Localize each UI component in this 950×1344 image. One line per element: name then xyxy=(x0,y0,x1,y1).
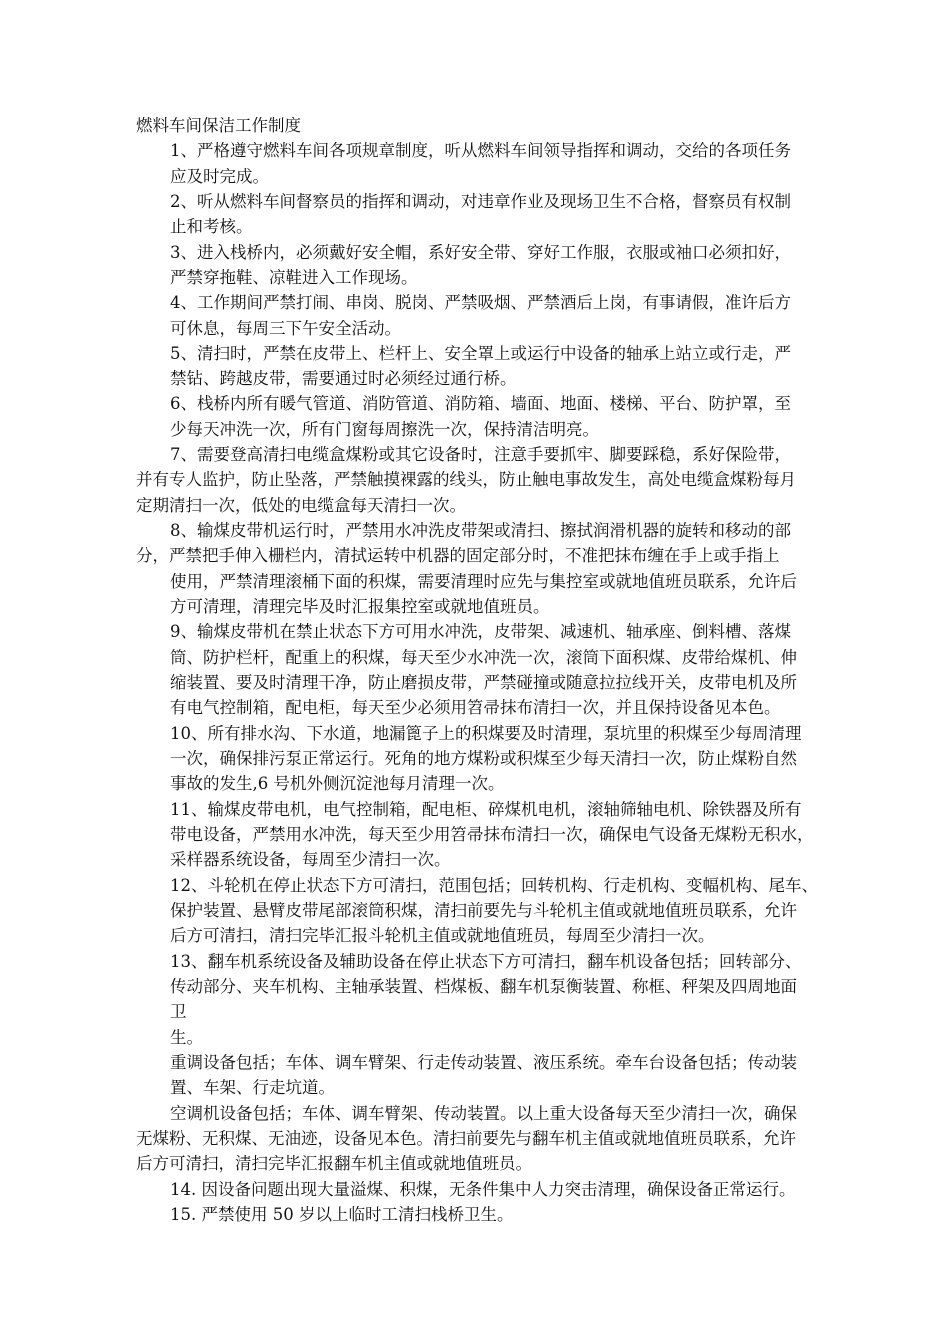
text-line: 无煤粉、无积煤、无油迹，设备见本色。清扫前要先与翻车机主值或就地值班员联系，允许 xyxy=(136,1129,796,1148)
text-line: 4、工作期间严禁打闹、串岗、脱岗、严禁吸烟、严禁酒后上岗，有事请假，准许后方 xyxy=(170,293,791,312)
text-line: 生。 xyxy=(170,1028,203,1047)
text-line: 15. 严禁使用 50 岁以上临时工清扫栈桥卫生。 xyxy=(170,1205,514,1224)
document-title: 燃料车间保洁工作制度 xyxy=(136,116,301,135)
text-line: 应及时完成。 xyxy=(170,167,269,186)
text-line: 重调设备包括；车体、调车臂架、行走传动装置、液压系统。牵车台设备包括；传动装 xyxy=(170,1053,797,1072)
text-line: 9、输煤皮带机在禁止状态下方可用水冲洗，皮带架、减速机、轴承座、倒料槽、落煤 xyxy=(170,622,791,641)
text-line: 后方可清扫，清扫完毕汇报斗轮机主值或就地值班员，每周至少清扫一次。 xyxy=(170,926,715,945)
text-line: 一次，确保排污泵正常运行。死角的地方煤粉或积煤至少每天清扫一次，防止煤粉自然 xyxy=(170,749,797,768)
text-line: 筒、防护栏杆，配重上的积煤，每天至少水冲洗一次，滚筒下面积煤、皮带给煤机、伸 xyxy=(170,648,797,667)
text-line: 定期清扫一次，低处的电缆盒每天清扫一次。 xyxy=(136,496,466,515)
text-line: 方可清理，清理完毕及时汇报集控室或就地值班员。 xyxy=(170,597,550,616)
text-line: 保护装置、悬臂皮带尾部滚筒积煤，清扫前要先与斗轮机主值或就地值班员联系，允许 xyxy=(170,901,797,920)
text-line: 14. 因设备问题出现大量溢煤、积煤，无条件集中人力突击清理，确保设备正常运行。 xyxy=(170,1180,796,1199)
text-line: 5、清扫时，严禁在皮带上、栏杆上、安全罩上或运行中设备的轴承上站立或行走，严 xyxy=(170,344,791,363)
text-line: 事故的发生,6 号机外侧沉淀池每月清理一次。 xyxy=(170,774,505,793)
text-line: 传动部分、夹车机构、主轴承装置、档煤板、翻车机泵衡装置、称框、秤架及四周地面 xyxy=(170,977,797,996)
text-line: 7、需要登高清扫电缆盒煤粉或其它设备时，注意手要抓牢、脚要踩稳，系好保险带， xyxy=(170,445,791,464)
text-line: 禁钻、跨越皮带，需要通过时必须经过通行桥。 xyxy=(170,369,517,388)
text-line: 后方可清扫，清扫完毕汇报翻车机主值或就地值班员。 xyxy=(136,1154,532,1173)
text-line: 11、输煤皮带电机，电气控制箱，配电柜、碎煤机电机，滚轴筛轴电机、除铁器及所有 xyxy=(170,800,802,819)
text-line: 3、进入栈桥内，必须戴好安全帽，系好安全带、穿好工作服，衣服或袖口必须扣好， xyxy=(170,243,791,262)
text-line: 卫 xyxy=(170,1002,187,1021)
text-line: 2、听从燃料车间督察员的指挥和调动，对违章作业及现场卫生不合格，督察员有权制 xyxy=(170,192,791,211)
text-line: 12、斗轮机在停止状态下方可清扫，范围包括；回转机构、行走机构、变幅机构、尾车、 xyxy=(170,876,818,895)
text-line: 空调机设备包括；车体、调车臂架、传动装置。以上重大设备每天至少清扫一次，确保 xyxy=(170,1104,797,1123)
text-line: 严禁穿拖鞋、凉鞋进入工作现场。 xyxy=(170,268,418,287)
text-line: 缩装置、要及时清理干净，防止磨损皮带，严禁碰撞或随意拉拉线开关，皮带电机及所 xyxy=(170,673,797,692)
text-line: 置、车架、行走坑道。 xyxy=(170,1078,335,1097)
text-line: 采样器系统设备，每周至少清扫一次。 xyxy=(170,850,451,869)
text-line: 8、输煤皮带机运行时，严禁用水冲洗皮带架或清扫、擦拭润滑机器的旋转和移动的部 xyxy=(170,521,791,540)
text-line: 可休息，每周三下午安全活动。 xyxy=(170,319,401,338)
text-line: 并有专人监护，防止坠落，严禁触摸裸露的线头，防止触电事故发生，高处电缆盒煤粉每月 xyxy=(136,470,796,489)
text-line: 使用，严禁清理滚桶下面的积煤，需要清理时应先与集控室或就地值班员联系，允许后 xyxy=(170,572,797,591)
text-line: 10、所有排水沟、下水道，地漏篦子上的积煤要及时清理，泵坑里的积煤至少每周清理 xyxy=(170,724,802,743)
text-line: 有电气控制箱，配电柜，每天至少必须用笤帚抹布清扫一次，并且保持设备见本色。 xyxy=(170,698,781,717)
text-line: 分，严禁把手伸入栅栏内，清拭运转中机器的固定部分时，不准把抹布缠在手上或手指上 xyxy=(136,546,780,565)
text-line: 13、翻车机系统设备及辅助设备在停止状态下方可清扫，翻车机设备包括；回转部分、 xyxy=(170,952,802,971)
text-line: 止和考核。 xyxy=(170,217,253,236)
text-line: 1、严格遵守燃料车间各项规章制度，听从燃料车间领导指挥和调动，交给的各项任务 xyxy=(170,141,791,160)
text-line: 6、栈桥内所有暖气管道、消防管道、消防箱、墙面、地面、楼梯、平台、防护罩，至 xyxy=(170,394,791,413)
text-line: 少每天冲洗一次，所有门窗每周擦洗一次，保持清洁明亮。 xyxy=(170,420,599,439)
text-line: 带电设备，严禁用水冲洗，每天至少用笤帚抹布清扫一次，确保电气设备无煤粉无积水， xyxy=(170,825,814,844)
